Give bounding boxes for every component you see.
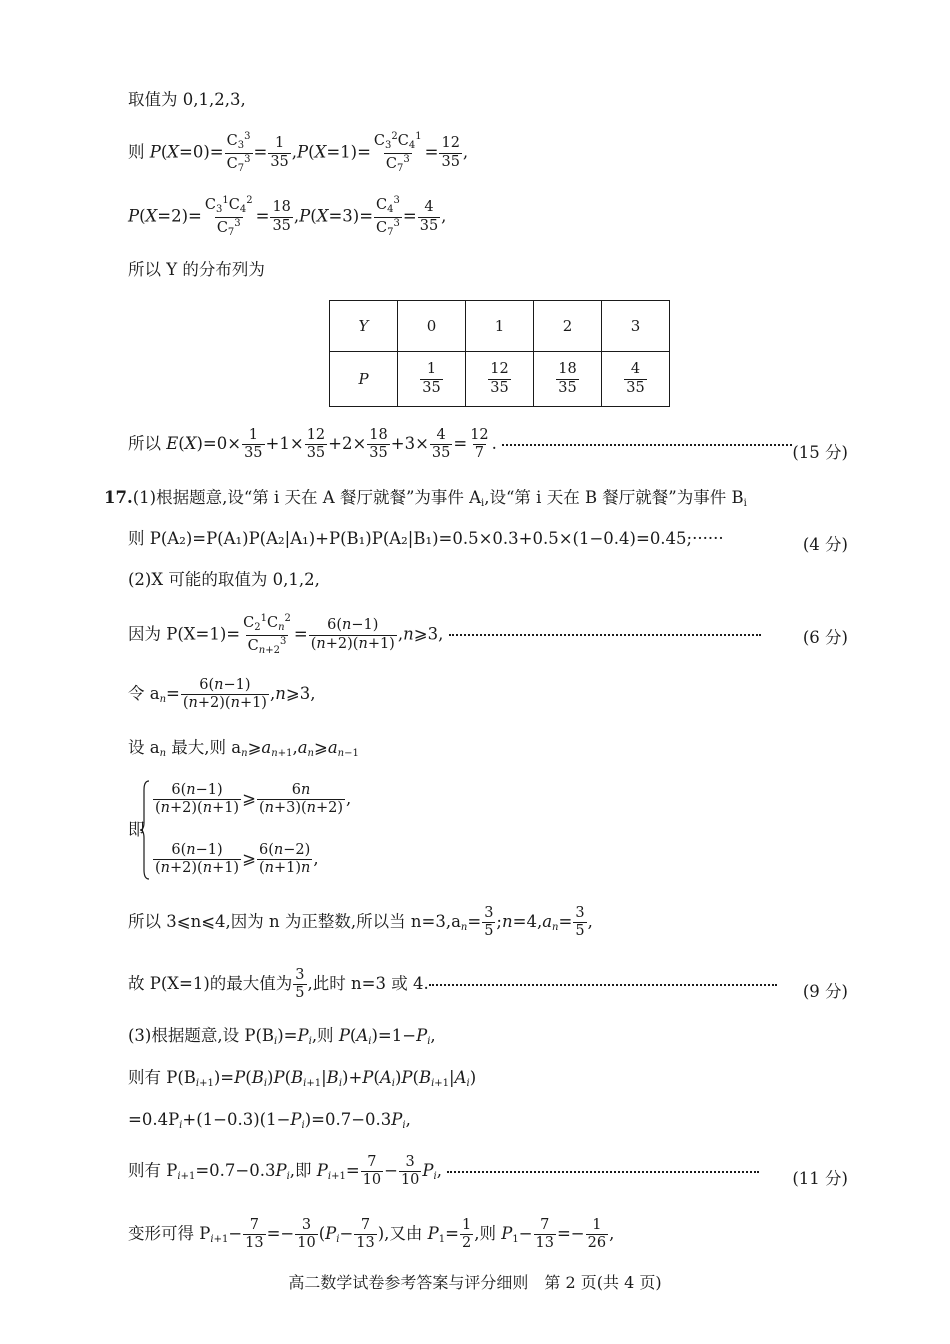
formula-recurrence: 则有 $P_{i+1}=0.7-0.3P_i$,即 $P_{i+1}=$ $\frac{7}{10}$ − $\frac{3}{10}$ $P_i$, [128, 1155, 759, 1188]
formula-px2-px3: P(X=2)= $\frac{C_3^1C_4^2}{C_7^3}$ = $\frac{18}{35}$ ,P(X=3)= $\frac{C_4^3}{C_7^3}$ = $\frac{4}{35}$ , [128, 195, 447, 238]
text-an-max: 设 $a_n$ 最大,则 $a_n⩾a_{n+1},a_n⩾a_{n-1}$ [128, 738, 359, 759]
text-max-value: 故 P(X=1)的最大值为 $\frac{3}{5}$ ,此时 n=3 或 4. [128, 968, 777, 1001]
table-header-cell: 2 [534, 301, 602, 352]
formula-an: 令 $a_n=$ $\frac{6(n-1)}{(n+2)(n+1)}$ ,n⩾3, [128, 677, 316, 712]
inequality-2: $\frac{6(n-1)}{(n+2)(n+1)}$ ⩾ $\frac{6(n-2)}{(n+1)n}$ , [155, 842, 319, 877]
table-header-cell: 3 [602, 301, 670, 352]
table-header-cell: Y [330, 301, 398, 352]
formula-pa2: 则 P(A₂)=P(A₁)P(A₂|A₁)+P(B₁)P(A₂|B₁)=0.5×0.3+0.5×(1−0.4)=0.45;······ [128, 529, 724, 548]
text-n-range: 所以 3⩽n⩽4,因为 n 为正整数,所以当 $n=3,a_n=$ $\frac{3}{5}$ $;n=4,a_n=$ $\frac{3}{5}$ , [128, 905, 593, 940]
text-ji: 即 [128, 820, 145, 839]
inequality-1: $\frac{6(n-1)}{(n+2)(n+1)}$ ⩾ $\frac{6n}{(n+3)(n+2)}$ , [155, 782, 352, 817]
table-cell: $\frac{4}{35}$ [602, 352, 670, 407]
table-cell: $\frac{18}{35}$ [534, 352, 602, 407]
score-11: (11 分) [792, 1169, 848, 1188]
score-15: (15 分) [792, 443, 848, 462]
problem-17-part1: 17.(1)根据题意,设“第 i 天在 A 餐厅就餐”为事件 $A_i$,设“第 i 天在 B 餐厅就餐”为事件 $B_i$ [104, 488, 747, 509]
distribution-table [329, 300, 670, 407]
formula-expectation: 所以 E(X)=0× $\frac{1}{35}$ +1× $\frac{12}{35}$ +2× $\frac{18}{35}$ +3× $\frac{4}{35}$ = $\frac{12}{7}$ . [128, 428, 792, 461]
formula-px0-px1: 则 P(X=0)= $\frac{C_3^3}{C_7^3}$ = $\frac{1}{35}$ ,P(X=1)= $\frac{C_3^2C_4^1}{C_7^3}$ = $\frac{12}{35}$ , [128, 131, 469, 174]
score-9: (9 分) [802, 982, 848, 1001]
formula-pbi1: 则有 $P(B_{i+1})=P(B_i)P(B_{i+1}|B_i)+P(A_i)P(B_{i+1}|A_i)$ [128, 1068, 477, 1089]
formula-px1: 因为 P(X=1)= $\frac{C_2^1C_n^2}{C_{n+2}^3}$ = $\frac{6(n-1)}{(n+2)(n+1)}$ ,n⩾3, [128, 614, 761, 656]
table-row-label: P [330, 352, 398, 407]
table-cell: $\frac{12}{35}$ [466, 352, 534, 407]
page-footer: 高二数学试卷参考答案与评分细则 第 2 页(共 4 页) [288, 1273, 662, 1292]
table-cell: $\frac{1}{35}$ [398, 352, 466, 407]
text-values: 取值为 0,1,2,3, [128, 90, 246, 109]
formula-transform: 变形可得 $P_{i+1}-$ $\frac{7}{13}$ =− $\frac{3}{10}$ ($P_i-$ $\frac{7}{13}$ ),又由 $P_1=$ $\frac{1}{2}$ ,则 $P_1-$ $\frac{7}{13}$ =− $\frac{1}{26}$ , [128, 1217, 615, 1252]
problem-17-part3: (3)根据题意,设 $P(B_i)=P_i$,则 $P(A_i)=1-P_i$, [128, 1026, 436, 1047]
score-4: (4 分) [802, 535, 848, 554]
table-header-cell: 1 [466, 301, 534, 352]
score-6: (6 分) [802, 628, 848, 647]
table-header-cell: 0 [398, 301, 466, 352]
problem-17-part2: (2)X 可能的取值为 0,1,2, [128, 570, 320, 589]
text-distribution-intro: 所以 Y 的分布列为 [128, 260, 265, 279]
formula-pbi1-result: $=0.4P_i+(1-0.3)(1-P_i)=0.7-0.3P_i$, [128, 1110, 411, 1131]
